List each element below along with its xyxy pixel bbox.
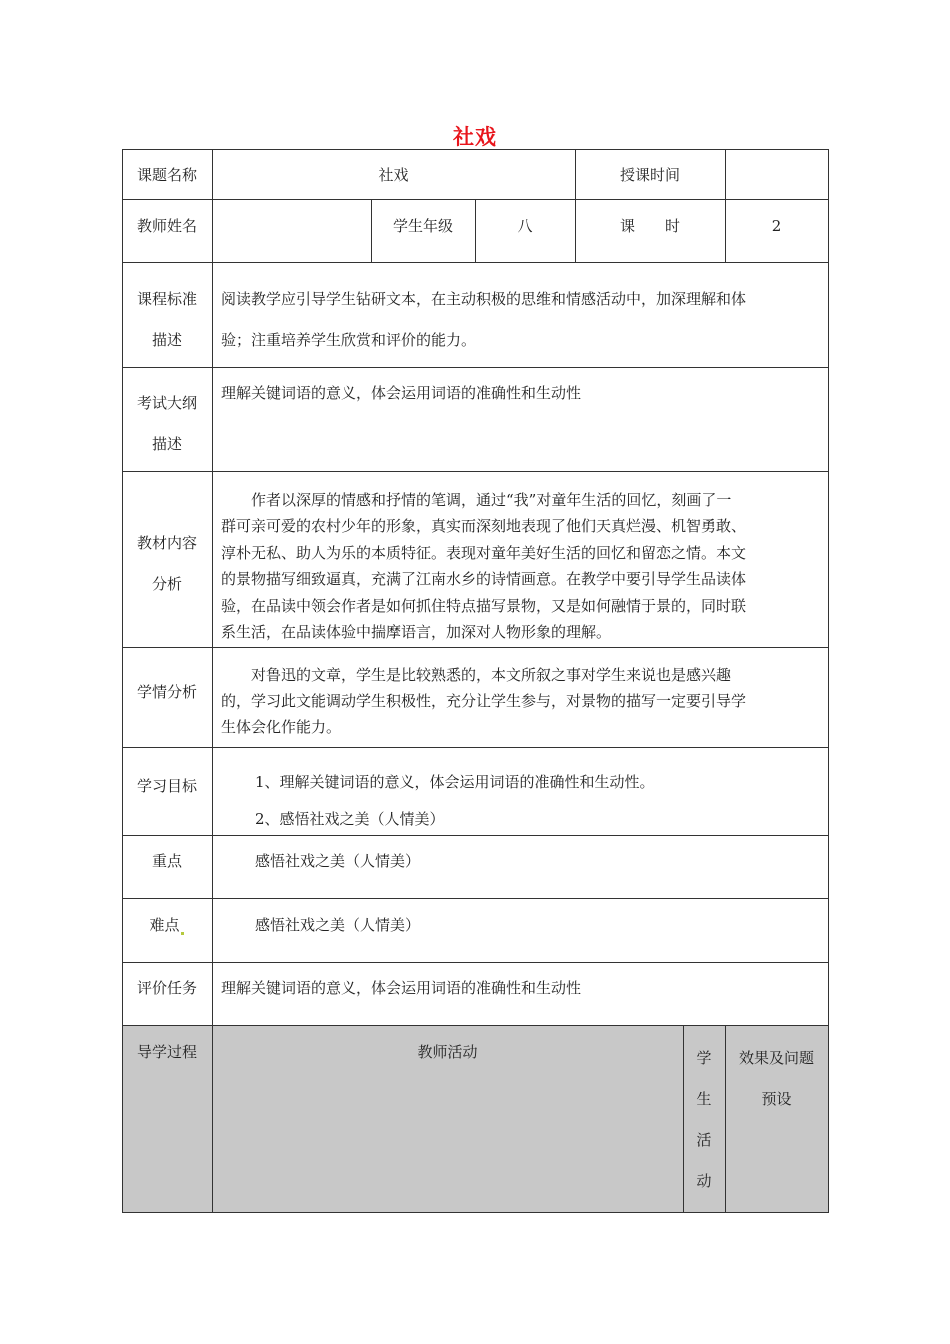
goal-2: 2、感悟社戏之美（人情美） xyxy=(255,810,445,828)
difficulty-label xyxy=(122,915,212,935)
goal-1: 1、理解关键词语的意义，体会运用词语的准确性和生动性。 xyxy=(255,773,655,791)
difficulty-label-text: 难点 xyxy=(149,916,180,934)
eval-label: 评价任务 xyxy=(136,979,197,997)
material-line: 群可亲可爱的农村少年的形象，真实而深刻地表现了他们天真烂漫、机智勇敢、 xyxy=(221,517,747,536)
exam-label xyxy=(122,383,212,465)
material-label-line1: 教材内容 xyxy=(136,534,197,552)
time-label: 授课时间 xyxy=(619,166,680,184)
teacher-label: 教师姓名 xyxy=(136,217,197,235)
student-activity-header xyxy=(683,1038,725,1202)
process-label: 导学过程 xyxy=(136,1043,197,1061)
material-text xyxy=(221,487,825,645)
topic-label: 课题名称 xyxy=(136,166,197,184)
grade-value: 八 xyxy=(517,217,533,235)
difficulty-text: 感悟社戏之美（人情美） xyxy=(255,916,421,934)
effect-header-line2: 预设 xyxy=(761,1090,792,1108)
learner-line: 的，学习此文能调动学生积极性，充分让学生参与，对景物的描写一定要引导学 xyxy=(221,692,747,710)
material-label-line2: 分析 xyxy=(151,575,182,593)
effect-header-line1: 效果及问题 xyxy=(738,1049,814,1067)
material-line: 系生活，在品读体验中揣摩语言，加深对人物形象的理解。 xyxy=(221,623,612,642)
standard-text-line1: 阅读教学应引导学生钻研文本，在主动积极的思维和情感活动中，加深理解和体 xyxy=(221,290,747,308)
learner-line: 生体会化作能力。 xyxy=(221,718,342,736)
material-label xyxy=(122,523,212,605)
effect-header xyxy=(725,1038,828,1120)
material-line: 的景物描写细致逼真，充满了江南水乡的诗情画意。在教学中要引导学生品读体 xyxy=(221,570,747,589)
exam-label-line1: 考试大纲 xyxy=(136,394,197,412)
exam-label-line2: 描述 xyxy=(151,435,182,453)
student-activity-char: 动 xyxy=(696,1172,712,1190)
period-value: 2 xyxy=(771,217,782,235)
standard-label xyxy=(122,279,212,361)
student-activity-char: 生 xyxy=(696,1090,712,1108)
standard-label-line2: 描述 xyxy=(151,331,182,349)
learner-label: 学情分析 xyxy=(136,683,197,701)
teacher-activity-header: 教师活动 xyxy=(417,1043,478,1061)
goal-label: 学习目标 xyxy=(136,777,197,795)
material-line: 淳朴无私、助人为乐的本质特征。表现对童年美好生活的回忆和留恋之情。本文 xyxy=(221,543,747,562)
material-line: 验，在品读中领会作者是如何抓住特点描写景物，又是如何融情于景的，同时联 xyxy=(221,596,747,615)
standard-text-line2: 验；注重培养学生欣赏和评价的能力。 xyxy=(221,331,477,349)
standard-text xyxy=(221,279,821,361)
eval-text: 理解关键词语的意义，体会运用词语的准确性和生动性 xyxy=(221,979,582,997)
goal-text xyxy=(255,764,815,838)
grade-label: 学生年级 xyxy=(392,217,453,235)
student-activity-char: 活 xyxy=(696,1131,712,1149)
dot-mark xyxy=(181,932,184,935)
key-text: 感悟社戏之美（人情美） xyxy=(255,852,421,870)
material-line: 作者以深厚的情感和抒情的笔调，通过“我”对童年生活的回忆，刻画了一 xyxy=(251,491,732,509)
key-label: 重点 xyxy=(151,852,182,870)
exam-text: 理解关键词语的意义，体会运用词语的准确性和生动性 xyxy=(221,384,582,402)
period-label: 课 时 xyxy=(619,217,680,235)
student-activity-char: 学 xyxy=(696,1049,712,1067)
standard-label-line1: 课程标准 xyxy=(136,290,197,308)
learner-text xyxy=(221,662,825,740)
document-title: 社戏 xyxy=(453,125,497,149)
topic-value: 社戏 xyxy=(378,166,409,184)
learner-line: 对鲁迅的文章，学生是比较熟悉的，本文所叙之事对学生来说也是感兴趣 xyxy=(251,666,732,684)
